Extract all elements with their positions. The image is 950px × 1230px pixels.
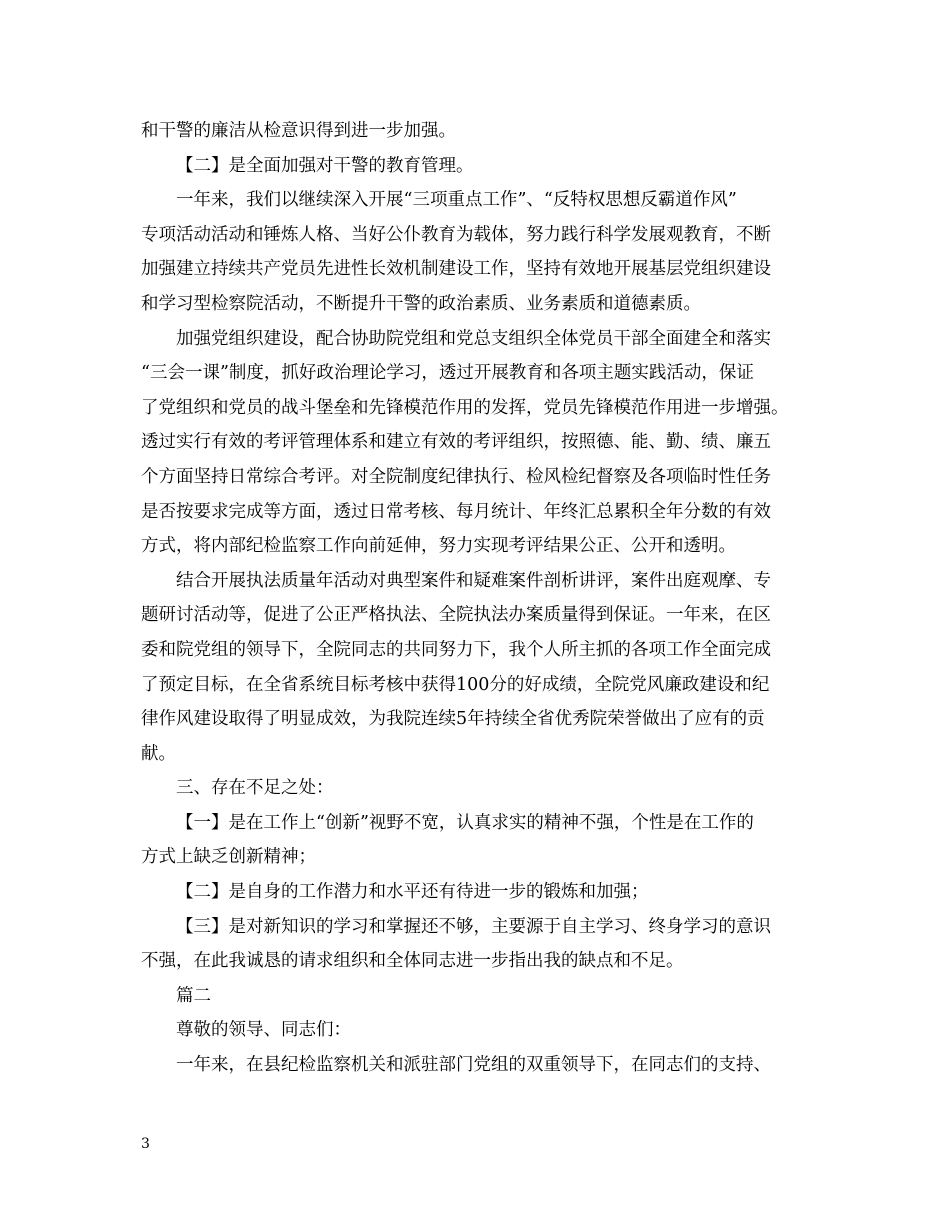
text-line: 结合开展执法质量年活动对典型案件和疑难案件剖析讲评，案件出庭观摩、专 <box>176 570 771 591</box>
text-line: 了预定目标，在全省系统目标考核中获得100分的好成绩，全院党风廉政建设和纪 <box>141 674 770 695</box>
page-number: 3 <box>141 1136 150 1152</box>
text-line: 一年来，在县纪检监察机关和派驻部门党组的双重领导下，在同志们的支持、 <box>176 1055 771 1076</box>
text-line: 专项活动活动和锤炼人格、当好公仆教育为载体，努力践行科学发展观教育，不断 <box>141 224 771 245</box>
text-line: 个方面坚持日常综合考评。对全院制度纪律执行、检风检纪督察及各项临时性任务 <box>141 466 771 487</box>
section-heading: 三、存在不足之处： <box>176 778 334 799</box>
text-line: 律作风建设取得了明显成效，为我院连续5年持续全省优秀院荣誉做出了应有的贡 <box>141 709 765 730</box>
text-line: 委和院党组的领导下，全院同志的共同努力下，我个人所主抓的各项工作全面完成 <box>141 639 771 660</box>
text-line: 【三】是对新知识的学习和掌握还不够，主要源于自主学习、终身学习的意识 <box>176 916 771 937</box>
text-line: 一年来，我们以继续深入开展“三项重点工作”、“反特权思想反霸道作风” <box>176 190 737 211</box>
section-heading: 篇二 <box>176 985 211 1006</box>
text-line: 【二】是自身的工作潜力和水平还有待进一步的锻炼和加强； <box>176 882 649 903</box>
text-line: 献。 <box>141 743 176 764</box>
text-line: 不强，在此我诚恳的请求组织和全体同志进一步指出我的缺点和不足。 <box>141 951 684 972</box>
text-line: 方式，将内部纪检监察工作向前延伸，努力实现考评结果公正、公开和透明。 <box>141 536 736 557</box>
text-line: 和学习型检察院活动，不断提升干警的政治素质、业务素质和道德素质。 <box>141 293 701 314</box>
text-line: 方式上缺乏创新精神； <box>141 847 316 868</box>
salutation: 尊敬的领导、同志们： <box>176 1020 351 1041</box>
text-line: “三会一课”制度，抓好政治理论学习，透过开展教育和各项主题实践活动，保证 <box>141 363 754 384</box>
text-line: 加强党组织建设，配合协助院党组和党总支组织全体党员干部全面建全和落实 <box>176 328 771 349</box>
text-line: 了党组织和党员的战斗堡垒和先锋模范作用的发挥，党员先锋模范作用进一步增强。 <box>141 397 789 418</box>
document-body <box>141 114 811 1083</box>
text-line: 【二】是全面加强对干警的教育管理。 <box>176 155 474 176</box>
text-line: 和干警的廉洁从检意识得到进一步加强。 <box>141 121 456 141</box>
text-line: 加强建立持续共产党员先进性长效机制建设工作，坚持有效地开展基层党组织建设 <box>141 259 771 280</box>
text-line: 是否按要求完成等方面，透过日常考核、每月统计、年终汇总累积全年分数的有效 <box>141 501 771 522</box>
text-line: 题研讨活动等，促进了公正严格执法、全院执法办案质量得到保证。一年来，在区 <box>141 605 771 626</box>
text-line: 透过实行有效的考评管理体系和建立有效的考评组织，按照德、能、勤、绩、廉五 <box>141 432 771 453</box>
text-line: 【一】是在工作上“创新”视野不宽，认真求实的精神不强，个性是在工作的 <box>176 812 754 833</box>
